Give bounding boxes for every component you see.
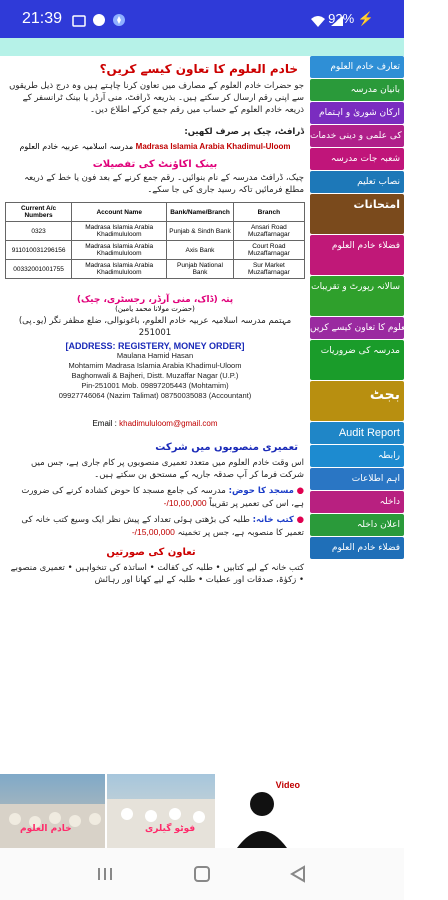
bank-note: چیک، ڈرافٹ مدرسہ کے نام بنوائیں۔ رقم جمع کرنے کے بعد فون یا خط کے ذریعہ مطلع فرمائیں تاکہ رسید جاری کی جا سکے۔	[24, 173, 304, 195]
bullet-icon: ●	[296, 486, 304, 496]
sidebar-menu	[310, 56, 448, 553]
sidebar-item-audit-report[interactable]: Audit Report	[310, 422, 404, 444]
sidebar-item-donate[interactable]: خادم العلوم کا تعاون کیسے کریں	[310, 317, 404, 339]
sidebar-item-admission[interactable]: داخلہ	[310, 491, 404, 513]
project-library	[0, 512, 310, 541]
status-bar	[0, 0, 404, 38]
sidebar-item-founders[interactable]: بانیان مدرسہ	[310, 79, 404, 101]
address-line: Maulana Hamid Hasan	[116, 351, 194, 360]
clock: 21:39	[22, 10, 63, 27]
bullet-icon: ●	[296, 515, 304, 525]
branch: Court Road Muzaffarnagar	[233, 241, 304, 260]
sidebar-item-departments[interactable]: شعبہ جات مدرسہ	[310, 148, 404, 170]
email-label: Email :	[92, 419, 117, 428]
gallery-strip	[0, 774, 404, 848]
sidebar-item-annual-report[interactable]: سالانہ رپورٹ و تقریبات	[310, 276, 404, 316]
bank-name: Punjab & Sindh Bank	[167, 222, 233, 241]
table-row	[6, 241, 305, 260]
account-number: 911010031296156	[6, 241, 72, 260]
thumbnail-label: فوٹو گیلری	[145, 824, 196, 834]
address-urdu: مہتمم مدرسہ اسلامیہ عربیہ خادم العلوم، باغونوالی، ضلع مظفر نگر (یو۔پی) 251001	[18, 316, 292, 338]
cooperation-heading: تعاون کی صورتیں	[106, 547, 196, 558]
sidebar-item-exams[interactable]: امتحانات	[310, 194, 404, 234]
project-mosque	[0, 483, 310, 512]
header-account-name: Account Name	[72, 203, 167, 222]
back-button[interactable]	[290, 866, 306, 886]
content-area[interactable]	[0, 56, 310, 771]
project-mosque-text: مدرسہ کی جامع مسجد کا حوض کشادہ کرنے کی ضرورت ہے، اس کی تعمیر پر تقریباً	[21, 486, 304, 509]
email-link[interactable]: khadimululoom@gmail.com	[119, 419, 218, 428]
thumbnail-gallery[interactable]	[107, 774, 215, 848]
header-bank-name: Bank/Name/Branch	[167, 203, 233, 222]
bank-heading: بینک اکاؤنٹ کی تفصیلات	[92, 159, 218, 170]
video-label: Video	[275, 780, 300, 790]
cooperation-text: کتب خانہ کے لیے کتابیں • طلبہ کی کفالت • اساتذہ کی تنخواہیں • تعمیری منصوبے • زکوٰۃ، صدقات اور عطیات • طلبہ کے لیے کھانا اور رہائش	[10, 563, 304, 585]
branch: Sur Market Muzaffarnagar	[233, 260, 304, 279]
sidebar-item-alumni[interactable]: فضلاء خادم العلوم	[310, 235, 404, 275]
sidebar-item-introduction[interactable]: تعارف خادم العلوم	[310, 56, 404, 78]
table-row	[6, 222, 305, 241]
construction-text: اس وقت خادم العلوم میں متعدد تعمیری منصوبوں پر کام جاری ہے، جس میں شرکت فرما کر آپ صدقہ جاریہ کے مستحق بن سکتے ہیں۔	[31, 458, 304, 480]
draft-name	[0, 142, 310, 151]
address-line: Pin-251001 Mob. 09897205443 (Mohtamim)	[81, 381, 229, 390]
address-heading: پتہ (ڈاک، منی آرڈر، رجسٹری، چیک)	[76, 295, 234, 305]
chat-icon	[92, 12, 106, 24]
system-navigation-bar	[0, 848, 404, 900]
table-row	[6, 260, 305, 279]
thumbnail-students[interactable]	[0, 774, 105, 848]
account-name: Madrasa Islamia Arabia Khadimululoom	[72, 260, 167, 279]
sidebar-item-contact[interactable]: رابطہ	[310, 445, 404, 467]
project-library-amount: 15,00,000/-	[131, 527, 175, 537]
bank-table-header	[6, 203, 305, 222]
sidebar-item-admission-notice[interactable]: اعلان داخلہ	[310, 514, 404, 536]
project-library-text: طلبہ کی بڑھتی ہوئی تعداد کے پیش نظر ایک وسیع کتب خانہ کی تعمیر کا منصوبہ ہے، جس پر تخمینہ	[21, 515, 304, 538]
draft-heading: ڈرافٹ، چیک پر صرف لکھیں:	[184, 127, 304, 137]
bank-name: Punjab National Bank	[167, 260, 233, 279]
address-line: Baghonwali & Bajheri, Distt. Muzaffar Nagar (U.P.)	[71, 371, 239, 380]
project-library-label: کتب خانہ:	[252, 515, 294, 525]
thumbnail-label: خادم العلوم	[20, 824, 72, 834]
gallery-image	[107, 774, 215, 848]
home-button[interactable]	[194, 866, 210, 886]
account-name: Madrasa Islamia Arabia Khadimululoom	[72, 222, 167, 241]
sidebar-item-graduates[interactable]: فضلاء خادم العلوم	[310, 537, 404, 559]
app-header-strip	[0, 38, 404, 56]
address-subtitle: (حضرت مولانا محمد یامین)	[115, 305, 195, 313]
account-number: 0323	[6, 222, 72, 241]
sidebar-item-needs[interactable]: مدرسہ کی ضروریات	[310, 340, 404, 380]
address-english-heading: [ADDRESS: REGISTERY, MONEY ORDER]	[65, 341, 245, 351]
battery-percentage: 92% ⚡	[328, 11, 374, 26]
page-title: خادم العلوم کا تعاون کیسے کریں؟	[99, 62, 298, 76]
sidebar-item-announcements[interactable]: اہم اطلاعات	[310, 468, 404, 490]
account-name: Madrasa Islamia Arabia Khadimululoom	[72, 241, 167, 260]
sidebar-item-council[interactable]: ارکان شوریٰ و اہتمام	[310, 102, 404, 124]
project-mosque-amount: 10,00,000/-	[163, 498, 207, 508]
draft-name-urdu: مدرسہ اسلامیہ عربیہ خادم العلوم	[19, 142, 134, 151]
header-account-number: Current A/c Numbers	[6, 203, 72, 222]
wifi-icon	[310, 12, 324, 24]
sidebar-item-services[interactable]: خادم العلوم کی علمی و دینی خدمات	[310, 125, 404, 147]
construction-heading: تعمیری منصوبوں میں شرکت	[155, 442, 298, 453]
students-image	[0, 774, 105, 848]
vpn-icon	[112, 12, 126, 24]
account-number: 00332001001755	[6, 260, 72, 279]
sidebar-item-budget[interactable]: بجٹ	[310, 381, 404, 421]
header-branch: Branch	[233, 203, 304, 222]
recent-apps-button[interactable]	[96, 866, 114, 886]
project-mosque-label: مسجد کا حوض:	[228, 486, 294, 496]
bank-table	[5, 202, 305, 279]
intro-text: جو حضرات خادم العلوم کے مصارف میں تعاون کرنا چاہتے ہیں وہ درج ذیل طریقوں سے اپنی رقم ارسال کر سکتے ہیں۔ بذریعہ ڈرافٹ، منی آرڈر یا بینک ٹرانسفر کے ذریعہ خادم العلوم کے حساب میں رقم جمع کرکے اطلاع دیں۔	[9, 81, 304, 115]
sidebar-item-curriculum[interactable]: نصاب تعلیم	[310, 171, 404, 193]
thumbnail-video[interactable]	[217, 774, 304, 848]
email-row	[0, 419, 310, 428]
bank-name: Axis Bank	[167, 241, 233, 260]
message-icon	[72, 12, 86, 24]
draft-name-english: Madrasa Islamia Arabia Khadimul-Uloom	[135, 142, 291, 151]
address-english	[0, 351, 310, 401]
branch: Ansari Road Muzaffarnagar	[233, 222, 304, 241]
address-line: 09927746064 (Nazim Talimat) 08750035083 (Accountant)	[58, 391, 252, 400]
address-line: Mohtamim Madrasa Islamia Arabia Khadimul-Uloom	[68, 361, 242, 370]
